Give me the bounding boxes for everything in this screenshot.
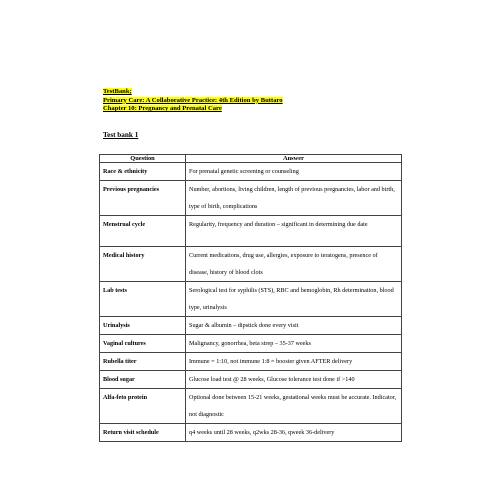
answer-cell: Number, abortions, living children, length of previous pregnancies, labor and birth, type of birth, complications [186,181,402,216]
table-row [100,424,402,442]
question-cell: Rubella titer [100,353,186,371]
table-row [100,163,402,181]
column-header-question: Question [100,155,186,163]
question-cell: Urinalysis [100,317,186,335]
answer-cell: Regularity, frequency and duration – significant in determining due date [186,216,402,247]
question-cell: Race & ethnicity [100,163,186,181]
header-chapter-title: Chapter 10: Pregnancy and Prenatal Care [103,105,222,113]
header-testbank-label: TestBank; [103,88,132,95]
header-book-title: Primary Care: A Collaborative Practice: 4th Edition by Buttaro [103,96,283,104]
question-cell: Return visit schedule [100,424,186,442]
table-row [100,371,402,389]
answer-cell: q4 weeks until 28 weeks, q2wks 28-36, qweek 36-delivery [186,424,402,442]
table-row [100,282,402,317]
table-row [100,181,402,216]
section-title: Test bank 1 [103,131,139,139]
answer-cell: Glucose load test @ 28 weeks, Glucose tolerance test done if >140 [186,371,402,389]
table-row [100,317,402,335]
table-row [100,389,402,424]
question-cell: Medical history [100,247,186,282]
answer-cell: Sugar & albumin – dipstick done every visit [186,317,402,335]
question-cell: Menstrual cycle [100,216,186,247]
answer-cell: Malignancy, gonorrhea, beta strep – 35-37 weeks [186,335,402,353]
document-header [103,88,283,114]
table-row [100,353,402,371]
answer-cell: Current medications, drug use, allergies, exposure to teratogens, presence of disease, history of blood clots [186,247,402,282]
table-row [100,247,402,282]
column-header-answer: Answer [186,155,402,163]
table-row [100,335,402,353]
question-cell: Blood sugar [100,371,186,389]
table-body [100,163,402,442]
question-cell: Previous pregnancies [100,181,186,216]
question-cell: Lab tests [100,282,186,317]
question-cell: Alfa-feto protein [100,389,186,424]
answer-cell: For prenatal genetic screening or counseling [186,163,402,181]
table-row [100,216,402,247]
answer-cell: Immune = 1:10, not immune 1:8 = booster given AFTER delivery [186,353,402,371]
answer-cell: Serological test for syphilis (STS), RBC and hemoglobin, Rh determination, blood type, urinalysis [186,282,402,317]
question-cell: Vaginal cultures [100,335,186,353]
table-header-row [100,155,402,163]
qa-table [99,154,402,442]
answer-cell: Optional done between 15-21 weeks, gestational weeks must be accurate. Indicator, not diagnostic [186,389,402,424]
